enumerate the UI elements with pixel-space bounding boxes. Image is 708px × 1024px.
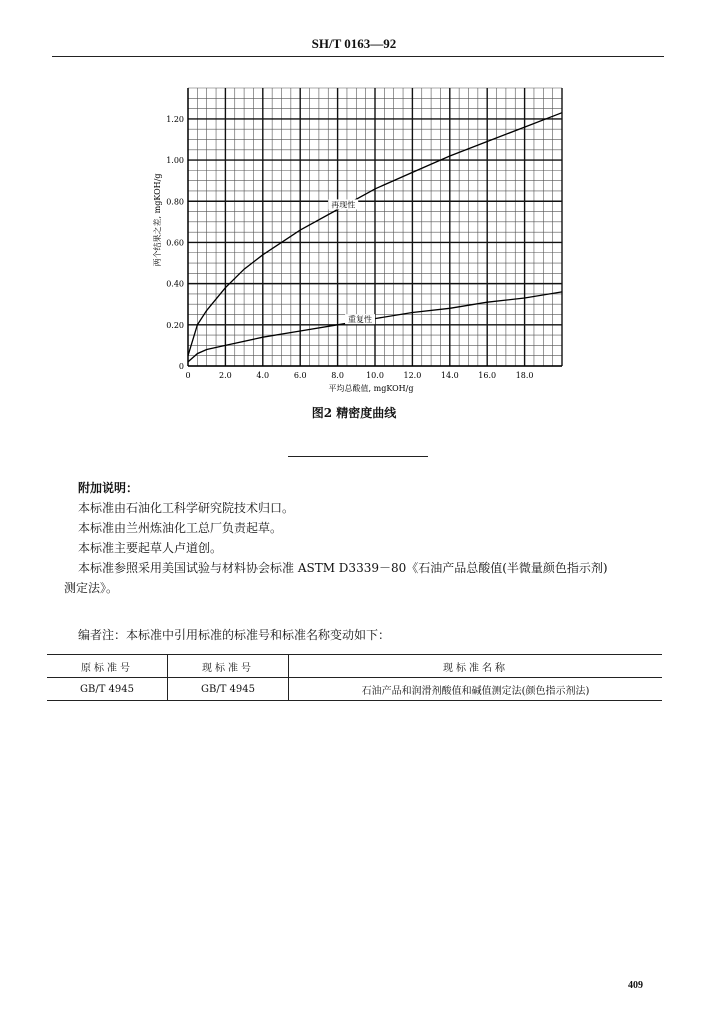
table-cell: 石油产品和润滑剂酸值和碱值测定法(颜色指示剂法) [289, 678, 663, 701]
y-tick-label: 0 [178, 362, 184, 371]
table-header-cell: 原标准号 [47, 655, 168, 678]
x-tick-label: 0 [185, 371, 191, 380]
section-separator [288, 456, 428, 457]
figure-caption: 图2 精密度曲线 [311, 406, 397, 420]
document-code-header: SH/T 0163—92 [311, 36, 397, 51]
x-tick-label: 12.0 [403, 371, 422, 380]
chart-y-axis-label: 两个结果之差, mgKOH/g [153, 173, 162, 267]
x-tick-label: 8.0 [331, 371, 344, 380]
x-tick-label: 4.0 [256, 371, 270, 380]
notes-heading: 附加说明： [78, 481, 139, 495]
header-rule [52, 56, 664, 57]
note-line: 本标准参照采用美国试验与材料协会标准 ASTM D3339－80《石油产品总酸值(半微量颜色指示剂) [78, 561, 608, 575]
table-header-row [47, 655, 662, 678]
y-tick-label: 0.60 [166, 238, 184, 248]
table-row [47, 678, 662, 701]
precision-chart [140, 80, 580, 400]
note-line: 本标准由石油化工科学研究院技术归口。 [78, 501, 295, 515]
x-tick-label: 18.0 [515, 371, 534, 380]
x-tick-label: 14.0 [440, 371, 459, 380]
table-header-cell: 现标准号 [168, 655, 289, 678]
y-tick-label: 0.80 [166, 197, 184, 207]
precision-chart-svg [140, 80, 580, 400]
chart-x-tick-labels [185, 371, 533, 380]
table-header-cell: 现标准名称 [289, 655, 663, 678]
table-cell: GB/T 4945 [168, 678, 289, 701]
series-label: 重复性 [348, 315, 373, 325]
series-label: 再现性 [331, 200, 356, 210]
chart-y-tick-labels [166, 115, 184, 371]
table-cell: GB/T 4945 [47, 678, 168, 701]
page-number: 409 [628, 980, 643, 991]
y-tick-label: 0.20 [166, 320, 184, 330]
y-tick-label: 1.20 [166, 114, 184, 124]
y-tick-label: 1.00 [166, 156, 184, 166]
x-tick-label: 10.0 [366, 371, 384, 380]
additional-notes [64, 478, 673, 598]
editor-note: 编者注：本标准中引用标准的标准号和标准名称变动如下： [78, 628, 391, 642]
x-tick-label: 16.0 [478, 371, 497, 380]
standards-table [47, 654, 662, 701]
note-line: 本标准由兰州炼油化工总厂负责起草。 [78, 521, 283, 535]
x-tick-label: 2.0 [219, 371, 232, 380]
note-line: 本标准主要起草人卢道创。 [78, 541, 223, 555]
y-tick-label: 0.40 [166, 279, 184, 289]
x-tick-label: 6.0 [293, 371, 307, 380]
chart-x-axis-label: 平均总酸值, mgKOH/g [328, 384, 414, 393]
note-line: 测定法》。 [64, 581, 119, 595]
